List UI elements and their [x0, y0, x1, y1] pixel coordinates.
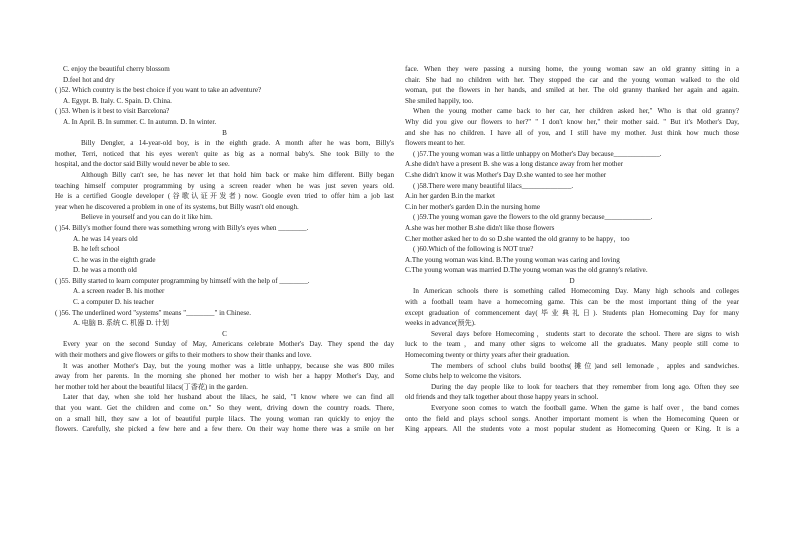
right-line: face. When they were passing a nursing home, the young woman saw an old granny sitting in a: [405, 65, 739, 73]
right-line: ( )58.There were many beautiful lilacs______________.: [413, 181, 574, 190]
left-line: B: [222, 128, 227, 137]
right-line: The members of school clubs build booths(摊位)and sell lemonade，apples and sandwiches.: [431, 361, 739, 370]
left-line: A. a screen reader B. his mother: [73, 287, 165, 296]
left-line: C. a computer D. his teacher: [73, 298, 154, 307]
left-line: A. he was 14 years old: [73, 234, 138, 243]
left-line: flowers. Carefully, she picked a few here and a few there. On their way home there was a smile on her: [55, 425, 394, 434]
left-line: teaching himself computer programming by using a screen reader when he was just seven years old.: [55, 181, 394, 190]
right-line: Homecoming twenty or thirty years after their graduation.: [405, 351, 570, 360]
right-line: C.her mother asked her to do so D.she wanted the old granny to be happy，too: [405, 234, 630, 243]
left-line: away from her parents. In the morning she phoned her mother to wish her a happy Mother's Day, and: [55, 372, 394, 381]
left-line: on a small hill, they saw a lot of beautiful purple lilacs. The young woman ran quickly to enjoy the: [55, 414, 394, 423]
left-line: C. enjoy the beautiful cherry blossom: [63, 65, 170, 73]
right-line: ( )59.The young woman gave the flowers to the old granny because_____________.: [413, 213, 653, 222]
left-line: A. In April. B. In summer. C. In autumn. D. In winter.: [63, 117, 217, 126]
right-line: Why did you give our flowers to her?" " I don't know her," their mother said. " But it's Mother's Day,: [405, 117, 739, 126]
left-line: A. Egypt. B. Italy. C. Spain. D. China.: [63, 96, 172, 105]
left-line: Billy Dengler, a 14-year-old boy, is in the eighth grade. A month after he was born, Billy's: [81, 139, 394, 148]
right-line: A.she didn't have a present B. she was a long distance away from her mother: [405, 160, 623, 169]
left-line: ( )53. When is it best to visit Barcelona?: [55, 107, 170, 116]
left-line: B. he left school: [73, 245, 120, 254]
right-line: flowers meant to her.: [405, 139, 465, 148]
right-line: D: [569, 276, 575, 285]
right-line: chair. She had no children with her. They stopped the car and the young woman walked to the old: [405, 75, 739, 84]
left-line: year when he discovered a problem in one of its systems, but Billy wasn't old enough.: [55, 202, 299, 211]
right-line: C.she didn't know it was Mother's Day D.she wanted to see her mother: [405, 170, 607, 179]
right-line: Everyone soon comes to watch the football game. When the game is half over，the band comes: [431, 404, 739, 412]
right-line: weeks in advance(预先).: [405, 319, 476, 328]
left-line: Although Billy can't see, he has never let that hold him back or make him different. Billy began: [81, 170, 394, 179]
right-line: A.in her garden B.in the market: [405, 192, 496, 201]
right-line: ( )57.The young woman was a little unhappy on Mother's Day because_____________.: [413, 149, 662, 158]
right-line: Some clubs help to welcome the visitors.: [405, 372, 522, 381]
right-line: ( )60.Which of the following is NOT true?: [413, 245, 534, 254]
left-column: [55, 64, 394, 435]
right-line: old friends and they talk together about those happy years in school.: [405, 393, 599, 402]
left-line: with their mothers and give flowers or gifts to their mothers to show their thanks and love.: [55, 351, 312, 360]
right-line: When the young mother came back to her car, her children asked her," Who is that old granny?: [413, 107, 739, 116]
left-line: that you want. Get the children and come on." So they went, driving down the country roads. There,: [55, 404, 394, 412]
right-line: She smiled happily, too.: [405, 96, 474, 105]
right-line: luck to the team，and many other signs to welcome all the graduates. Many people still come to: [405, 340, 739, 349]
left-line: Believe in yourself and you can do it like him.: [81, 213, 213, 222]
left-line: ( )55. Billy started to learn computer programming by himself with the help of ________.: [55, 276, 310, 285]
left-line: her mother told her about the beautiful lilacs(丁香花) in the garden.: [55, 382, 248, 391]
left-line: Every year on the second Sunday of May, Americans celebrate Mother's Day. They spend the day: [63, 340, 394, 349]
right-line: Several days before Homecoming，students start to decorate the school. There are signs to wish: [431, 329, 739, 338]
left-line: It was another Mother's Day, but the young mother was a little unhappy, because she was 800 miles: [63, 361, 394, 370]
right-line: C.The young woman was married D.The young woman was the old granny's relative.: [405, 266, 648, 275]
left-line: C. he was in the eighth grade: [73, 255, 156, 264]
left-line: He is a certified Google developer (谷歌认证开发者) now. Google even tried to offer him a job last: [55, 192, 394, 201]
right-line: and she has no children. I have all of you, and I still have my mother. Just think how much those: [405, 128, 739, 137]
right-line: King appears. All the students vote a most popular student as Homecoming Queen or King. It is a: [405, 425, 739, 434]
left-line: C: [222, 329, 227, 338]
left-line: mother, Terri, noticed that his eyes weren't quite as big as a normal baby's. She took Billy to the: [55, 149, 394, 158]
right-line: woman, put the flowers in her hands, and smiled at her. The old granny thanked her again and again.: [405, 86, 739, 95]
right-line: except graduation of commencement day(毕业典礼日). Students plan Homecoming Day for many: [405, 308, 739, 317]
left-line: hospital, and the doctor said Billy would never be able to see.: [55, 160, 230, 169]
right-line: A.she was her mother B.she didn't like those flowers: [405, 223, 555, 232]
left-line: D.feel hot and dry: [63, 75, 115, 84]
right-line: A.The young woman was kind. B.The young woman was caring and loving: [405, 255, 620, 264]
right-line: In American schools there is something called Homecoming Day. Many high schools and colleges: [413, 287, 739, 296]
left-line: ( )54. Billy's mother found there was something wrong with Billy's eyes when ________.: [55, 223, 309, 232]
left-line: ( )56. The underlined word "systems" means "________" in Chinese.: [55, 308, 252, 317]
left-line: ( )52. Which country is the best choice if you want to take an adventure?: [55, 86, 262, 95]
left-line: A. 电脑 B. 系统 C. 机器 D. 计划: [73, 319, 169, 328]
right-line: with a football team have a homecoming game. This can be the most important thing of the year: [405, 298, 739, 307]
right-line: onto the field and plays school songs. Another important moment is when the Homecoming Queen or: [405, 414, 739, 423]
right-line: During the day people like to look for teachers that they remember from long ago. Often they see: [431, 382, 739, 391]
left-line: Later that day, when she told her husband about the lilacs, he said, "I know where we can find all: [63, 393, 394, 402]
right-line: C.in her mother's garden D.in the nursing home: [405, 202, 541, 211]
left-line: D. he was a month old: [73, 266, 137, 275]
right-column: [405, 64, 739, 435]
